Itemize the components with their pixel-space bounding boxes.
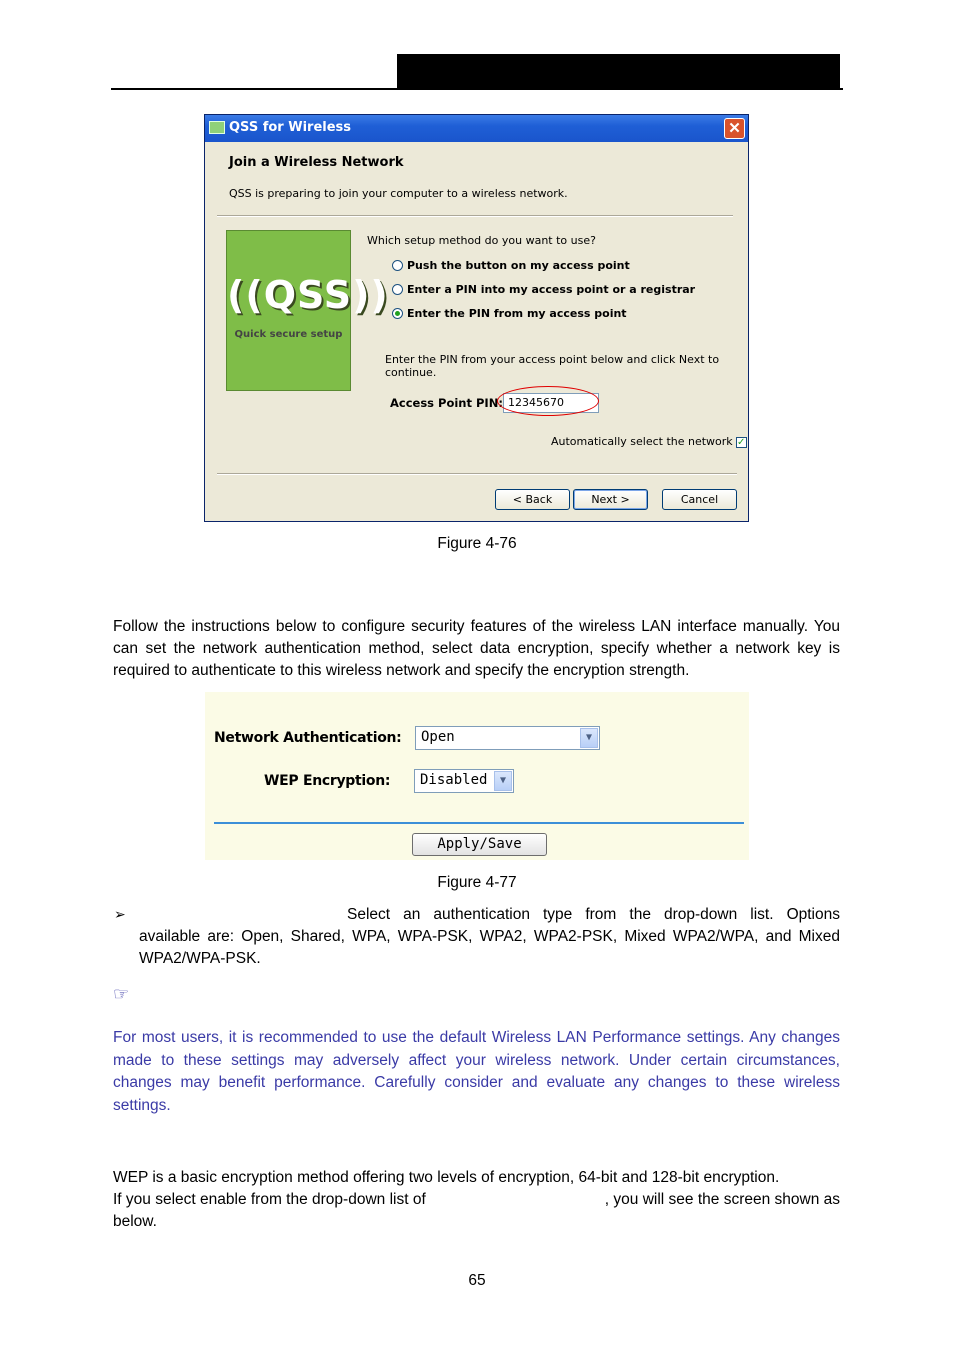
apply-save-button[interactable]: Apply/Save (412, 833, 547, 856)
wep-line2-end: , you will see the screen shown as (604, 1191, 840, 1208)
qss-title-bar (205, 115, 748, 142)
qss-logo-caption: Quick secure setup (234, 329, 343, 340)
chevron-down-icon[interactable]: ▼ (494, 771, 512, 791)
pin-instruction: Enter the PIN from your access point below and click Next to continue. (385, 353, 720, 379)
close-icon[interactable]: ✕ (724, 118, 745, 139)
auto-select-row[interactable] (551, 435, 747, 448)
bullet-auth-rest: available are: Open, Shared, WPA, WPA-PSK, WPA2, WPA2-PSK, Mixed WPA2/WPA, and Mixed WPA2/WPA-PSK. (139, 928, 840, 967)
pin-highlight-oval (497, 386, 599, 416)
qss-logo (226, 230, 389, 391)
radio-enter-pin-into-ap[interactable] (392, 284, 403, 295)
wep-line2-start: If you select enable from the drop-down list of (113, 1191, 426, 1208)
security-form (205, 692, 749, 860)
option-label: Enter the PIN from my access point (407, 307, 627, 320)
qss-heading: Join a Wireless Network (229, 155, 404, 170)
network-auth-value: Open (421, 729, 455, 745)
radio-push-button[interactable] (392, 260, 403, 271)
wep-line1: WEP is a basic encryption method offering two levels of encryption, 64-bit and 128-bit encryption. (113, 1169, 780, 1186)
network-auth-label: Network Authentication: (214, 730, 402, 746)
qss-top-separator (217, 215, 733, 217)
option-label: Push the button on my access point (407, 259, 630, 272)
note-pointing-hand-icon: ☞ (113, 984, 130, 1004)
option-enter-pin-into-ap[interactable] (392, 283, 695, 296)
note-text: For most users, it is recommended to use the default Wireless LAN Performance settings. Any changes made to these settings may adversely affect your wireless network. Under certain circumstances, changes may benefit performance. Carefully consider and evaluate any changes to these wireless settings. (113, 1029, 840, 1114)
wep-encryption-label: WEP Encryption: (264, 773, 391, 789)
network-auth-select[interactable] (415, 726, 600, 750)
back-button[interactable]: < Back (495, 489, 570, 510)
qss-bottom-separator (217, 473, 737, 475)
intro-paragraph: Follow the instructions below to configure security features of the wireless LAN interface manually. You can set the network authentication method, select data encryption, specify whether a network key is required to authenticate to this wireless network and specify the encryption strength. (113, 618, 840, 679)
auto-select-label: Automatically select the network (551, 435, 733, 448)
header-rule (111, 88, 843, 90)
radio-enter-pin-from-ap[interactable] (392, 308, 403, 319)
qss-subtitle: QSS is preparing to join your computer to a wireless network. (229, 187, 568, 200)
option-push-button[interactable] (392, 259, 630, 272)
option-label: Enter a PIN into my access point or a registrar (407, 283, 696, 296)
chevron-down-icon[interactable]: ▼ (580, 728, 598, 748)
access-point-pin-input[interactable]: 12345670 (503, 393, 599, 413)
form-divider (214, 822, 744, 824)
setup-question: Which setup method do you want to use? (367, 234, 596, 247)
option-enter-pin-from-ap[interactable] (392, 307, 627, 320)
bullet-auth-line1: Select an authentication type from the drop-down list. Options (347, 906, 840, 923)
next-button[interactable]: Next > (573, 489, 648, 510)
qss-app-icon (209, 121, 225, 134)
wep-encryption-value: Disabled (420, 772, 488, 788)
qss-logo-text: ((QSS)) (227, 273, 389, 317)
pin-label: Access Point PIN: (390, 396, 503, 410)
bullet-arrow-icon: ➢ (114, 906, 126, 922)
qss-title: QSS for Wireless (229, 120, 352, 135)
qss-dialog (204, 114, 749, 522)
wep-line3: below. (113, 1213, 157, 1230)
figure-caption-4-77: Figure 4-77 (437, 874, 517, 891)
auto-select-checkbox[interactable]: ✓ (736, 436, 746, 448)
figure-caption-4-76: Figure 4-76 (437, 535, 517, 552)
cancel-button[interactable]: Cancel (662, 489, 737, 510)
page-number: 65 (468, 1272, 486, 1289)
wep-encryption-select[interactable] (414, 769, 514, 793)
header-bar (397, 54, 840, 88)
